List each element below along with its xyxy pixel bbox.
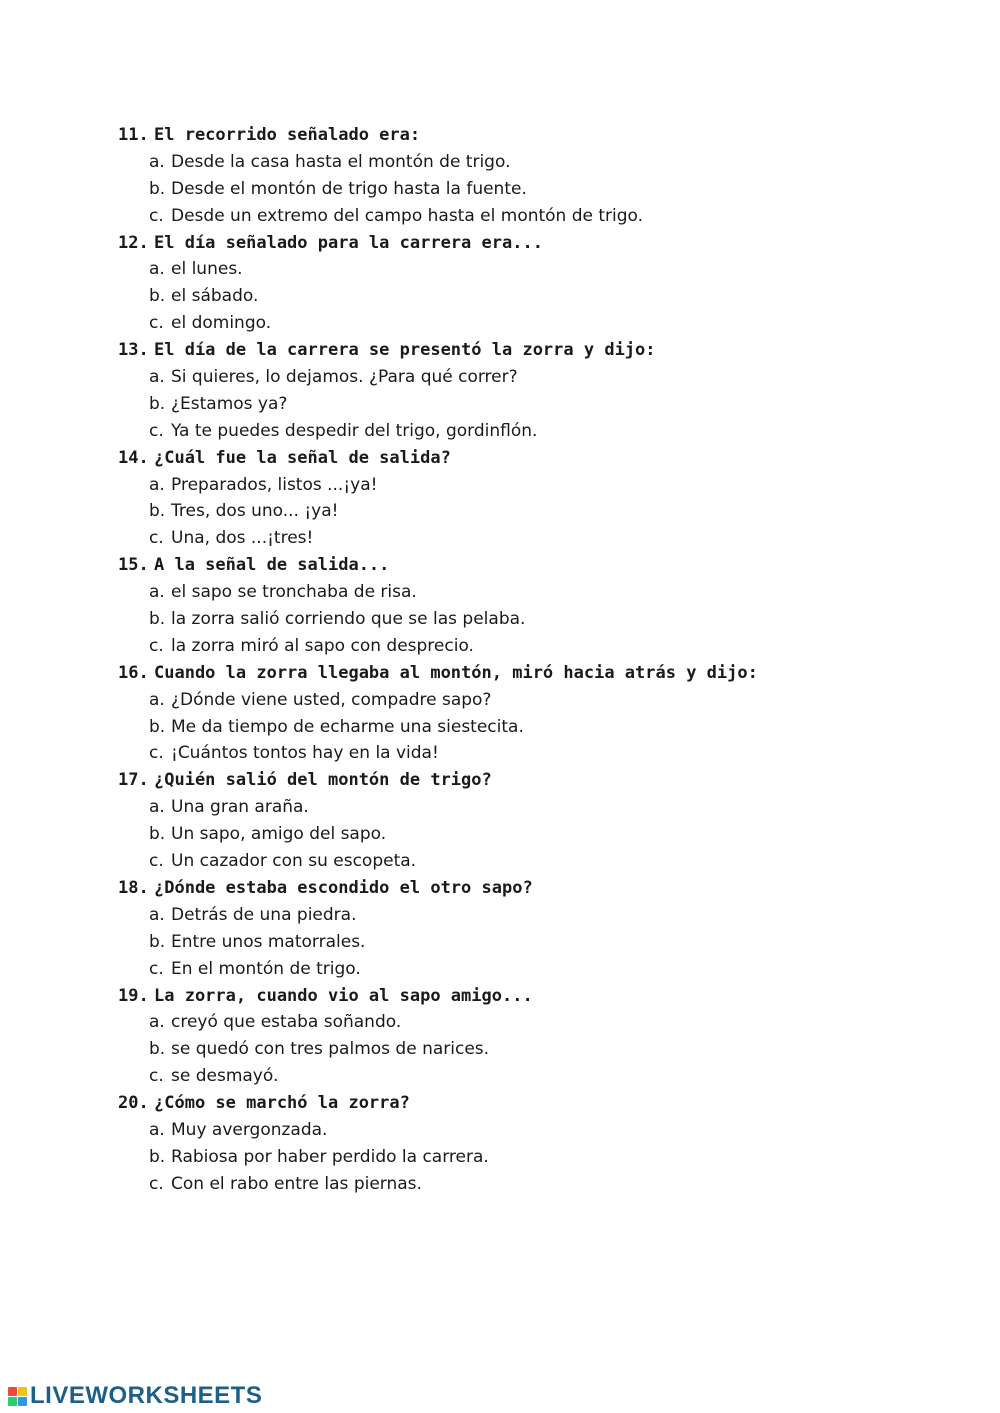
option-text: creyó que estaba soñando. [171,1012,402,1033]
logo-tile [18,1397,27,1406]
question-text: A la señal de salida... [154,555,390,576]
question-number: 14. [118,447,149,468]
option-letter: c. [149,205,164,226]
logo-tile [18,1387,27,1396]
option-letter: b. [149,393,166,414]
option-letter: c. [149,420,164,441]
question-block [118,122,958,230]
option-text: En el montón de trigo. [171,958,361,979]
logo-tile [8,1387,17,1396]
option-text: ¿Estamos ya? [171,393,288,414]
option-letter: a. [149,1012,165,1033]
option-letter: b. [149,178,166,199]
option-text: Ya te puedes despedir del trigo, gordinflón. [171,420,538,441]
question-heading [118,767,958,794]
option-letter: c. [149,528,164,549]
question-text: La zorra, cuando vio al sapo amigo... [154,985,533,1006]
option-letter: a. [149,582,165,603]
question-text: ¿Dónde estaba escondido el otro sapo? [154,877,533,898]
option-letter: a. [149,1119,165,1140]
option-text: Desde un extremo del campo hasta el montón de trigo. [171,205,644,226]
answer-option[interactable] [118,1009,958,1036]
option-text: Desde el montón de trigo hasta la fuente. [171,178,527,199]
question-heading [118,337,958,364]
answer-option[interactable] [118,902,958,929]
option-text: se quedó con tres palmos de narices. [171,1039,490,1060]
answer-option[interactable] [118,472,958,499]
option-letter: b. [149,609,166,630]
option-letter: c. [149,743,164,764]
answer-option[interactable] [118,176,958,203]
answer-option[interactable] [118,203,958,230]
question-text: Cuando la zorra llegaba al montón, miró hacia atrás y dijo: [154,662,758,683]
question-text: El recorrido señalado era: [154,125,421,145]
question-block [118,1090,958,1198]
question-block [118,767,958,875]
option-text: Una gran araña. [171,797,309,818]
question-heading [118,445,958,472]
liveworksheets-logo-icon [8,1387,27,1406]
option-text: se desmayó. [171,1066,279,1087]
option-text: Desde la casa hasta el montón de trigo. [171,151,511,172]
answer-option[interactable] [118,310,958,337]
question-text: El día señalado para la carrera era... [154,232,543,253]
answer-option[interactable] [118,498,958,525]
quiz-list [118,122,958,1198]
answer-option[interactable] [118,1063,958,1090]
answer-option[interactable] [118,1144,958,1171]
option-letter: b. [149,286,166,307]
question-block [118,983,958,1091]
answer-option[interactable] [118,418,958,445]
question-block [118,875,958,983]
option-text: la zorra miró al sapo con desprecio. [171,635,474,656]
option-letter: a. [149,151,165,172]
option-text: Un cazador con su escopeta. [171,851,417,872]
option-text: Tres, dos uno... ¡ya! [171,501,339,522]
option-text: el lunes. [171,259,243,280]
question-heading [118,552,958,579]
answer-option[interactable] [118,633,958,660]
answer-option[interactable] [118,848,958,875]
option-text: Una, dos ...¡tres! [171,528,314,549]
question-number: 20. [118,1093,149,1114]
question-number: 18. [118,877,149,898]
answer-option[interactable] [118,364,958,391]
question-block [118,337,958,445]
answer-option[interactable] [118,256,958,283]
option-text: el domingo. [171,313,272,334]
option-letter: a. [149,367,165,388]
option-text: Detrás de una piedra. [171,904,357,925]
logo-tile [8,1397,17,1406]
question-heading [118,1090,958,1117]
answer-option[interactable] [118,714,958,741]
option-letter: c. [149,958,164,979]
option-letter: a. [149,474,165,495]
answer-option[interactable] [118,1036,958,1063]
liveworksheets-logo [8,1380,262,1412]
question-block [118,552,958,660]
question-heading [118,230,958,257]
option-letter: a. [149,904,165,925]
question-number: 19. [118,985,149,1006]
answer-option[interactable] [118,1117,958,1144]
option-text: Con el rabo entre las piernas. [171,1173,422,1194]
question-heading [118,875,958,902]
option-letter: b. [149,824,166,845]
option-text: Si quieres, lo dejamos. ¿Para qué correr? [171,367,518,388]
question-block [118,230,958,338]
option-text: Me da tiempo de echarme una siestecita. [171,716,524,737]
option-letter: a. [149,259,165,280]
question-block [118,445,958,553]
question-number: 13. [118,340,149,361]
answer-option[interactable] [118,740,958,767]
option-text: Rabiosa por haber perdido la carrera. [171,1146,489,1167]
option-letter: a. [149,797,165,818]
option-letter: c. [149,313,164,334]
question-number: 12. [118,232,149,253]
option-letter: b. [149,1039,166,1060]
question-number: 15. [118,555,149,576]
option-text: Muy avergonzada. [171,1119,328,1140]
question-number: 17. [118,770,149,791]
answer-option[interactable] [118,821,958,848]
answer-option[interactable] [118,794,958,821]
option-text: Preparados, listos ...¡ya! [171,474,378,495]
option-letter: c. [149,635,164,656]
question-number: 11. [118,125,149,145]
option-text: la zorra salió corriendo que se las pelaba. [171,609,526,630]
answer-option[interactable] [118,391,958,418]
option-letter: b. [149,931,166,952]
answer-option[interactable] [118,956,958,983]
answer-option[interactable] [118,929,958,956]
answer-option[interactable] [118,1171,958,1198]
option-text: ¿Dónde viene usted, compadre sapo? [171,689,492,710]
question-number: 16. [118,662,149,683]
option-letter: b. [149,1146,166,1167]
option-letter: c. [149,1066,164,1087]
option-letter: c. [149,851,164,872]
answer-option[interactable] [118,687,958,714]
option-letter: c. [149,1173,164,1194]
question-heading [118,122,958,149]
option-text: el sapo se tronchaba de risa. [171,582,417,603]
answer-option[interactable] [118,149,958,176]
option-letter: b. [149,716,166,737]
question-text: ¿Cómo se marchó la zorra? [154,1093,410,1114]
question-text: ¿Cuál fue la señal de salida? [154,447,451,468]
option-letter: a. [149,689,165,710]
option-text: Entre unos matorrales. [171,931,366,952]
answer-option[interactable] [118,579,958,606]
answer-option[interactable] [118,606,958,633]
question-text: El día de la carrera se presentó la zorra y dijo: [154,340,656,361]
question-heading [118,983,958,1010]
answer-option[interactable] [118,525,958,552]
question-block [118,660,958,768]
option-letter: b. [149,501,166,522]
answer-option[interactable] [118,283,958,310]
question-text: ¿Quién salió del montón de trigo? [154,770,492,791]
logo-text: LIVEWORKSHEETS [30,1382,263,1409]
question-heading [118,660,958,687]
option-text: el sábado. [171,286,259,307]
option-text: Un sapo, amigo del sapo. [171,824,387,845]
option-text: ¡Cuántos tontos hay en la vida! [171,743,439,764]
